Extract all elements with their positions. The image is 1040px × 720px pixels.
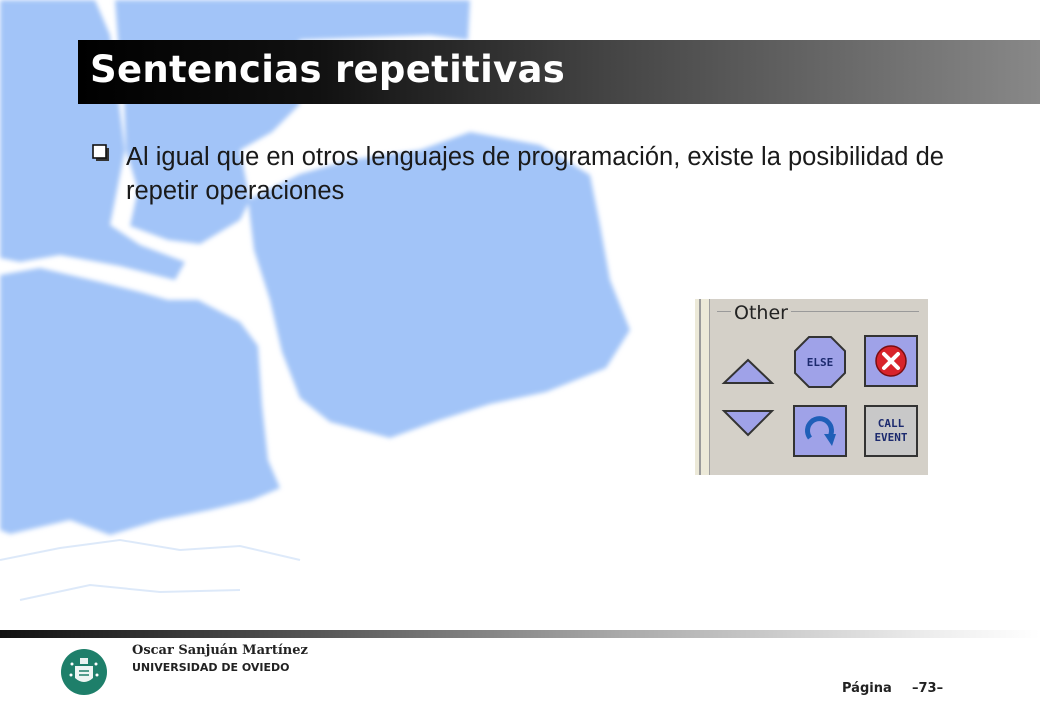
- checkbox-bullet-icon: [92, 144, 110, 162]
- title-bar: [78, 40, 1040, 104]
- triangle-down-icon[interactable]: [721, 407, 775, 439]
- event-label: EVENT: [874, 431, 908, 444]
- footer-divider: [0, 630, 1040, 638]
- university-name: UNIVERSIDAD DE OVIEDO: [132, 661, 290, 674]
- red-x-icon[interactable]: [863, 334, 919, 388]
- author-name: Oscar Sanjuán Martínez: [132, 643, 308, 658]
- palette-group-label: Other: [731, 302, 791, 324]
- slide-title: Sentencias repetitivas: [90, 48, 566, 91]
- else-label: ELSE: [806, 356, 834, 369]
- call-event-icon[interactable]: [863, 404, 919, 458]
- triangle-up-icon[interactable]: [721, 357, 775, 387]
- map-shape-bottom-left: [0, 268, 280, 535]
- call-label: CALL: [877, 417, 905, 430]
- university-logo-icon: [60, 648, 108, 696]
- octagon-icon[interactable]: [792, 335, 848, 389]
- page-number: –73–: [912, 681, 944, 696]
- loop-arrow-icon[interactable]: [792, 404, 848, 458]
- page-label: Página: [842, 681, 892, 696]
- palette-edge: [695, 299, 710, 475]
- tool-palette: [695, 299, 928, 475]
- bullet-text: Al igual que en otros lenguajes de programación, existe la posibilidad de repetir operaciones: [126, 143, 944, 205]
